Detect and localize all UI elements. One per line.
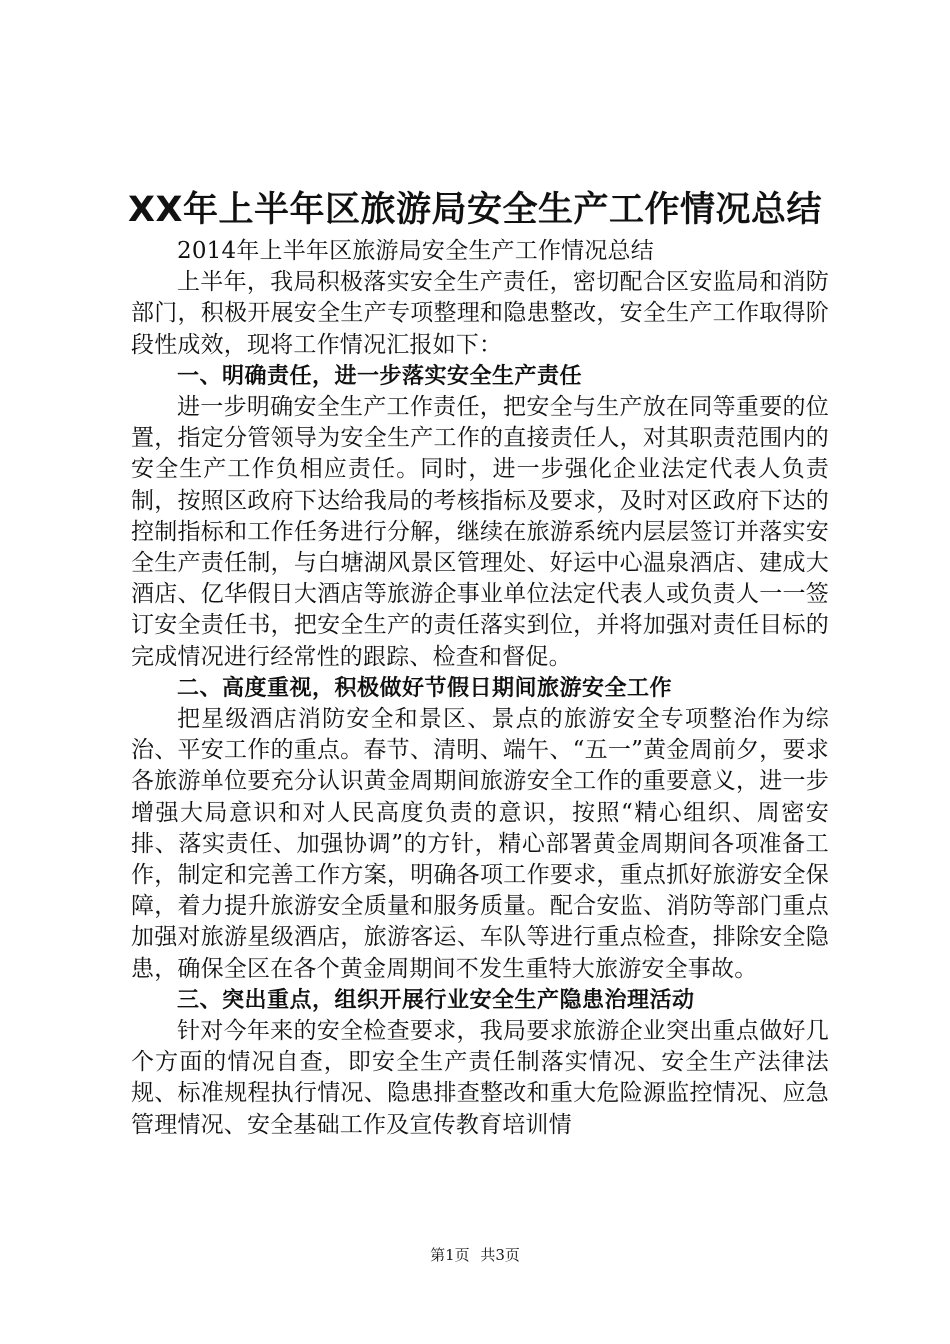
page-number-total: 共3页 (480, 1246, 520, 1264)
document-subtitle: 2014年上半年区旅游局安全生产工作情况总结 (177, 238, 654, 264)
section-heading-3: 三、突出重点，组织开展行业安全生产隐患治理活动 (177, 987, 695, 1013)
page-footer (0, 1245, 950, 1265)
page-number-current: 第1页 (430, 1246, 470, 1264)
section-paragraph-1: 进一步明确安全生产工作责任，把安全与生产放在同等重要的位置，指定分管领导为安全生产工作的直接责任人，对其职责范围内的安全生产工作负相应责任。同时，进一步强化企业法定代表人负责制，按照区政府下达给我局的考核指标及要求，及时对区政府下达的控制指标和工作任务进行分解，继续在旅游系统内层层签订并落实安全生产责任制，与白塘湖风景区管理处、好运中心温泉酒店、建成大酒店、亿华假日大酒店等旅游企事业单位法定代表人或负责人一一签订安全责任书，把安全生产的责任落实到位，并将加强对责任目标的完成情况进行经常性的跟踪、检查和督促。 (131, 394, 829, 670)
document-title: XX年上半年区旅游局安全生产工作情况总结 (128, 190, 822, 230)
section-paragraph-2: 把星级酒店消防安全和景区、景点的旅游安全专项整治作为综治、平安工作的重点。春节、清明、端午、“五一”黄金周前夕，要求各旅游单位要充分认识黄金周期间旅游安全工作的重要意义，进一步增强大局意识和对人民高度负责的意识，按照“精心组织、周密安排、落实责任、加强协调”的方针，精心部署黄金周期间各项准备工作，制定和完善工作方案，明确各项工作要求，重点抓好旅游安全保障，着力提升旅游安全质量和服务质量。配合安监、消防等部门重点加强对旅游星级酒店，旅游客运、车队等进行重点检查，排除安全隐患，确保全区在各个黄金周期间不发生重特大旅游安全事故。 (131, 706, 829, 982)
intro-paragraph: 上半年，我局积极落实安全生产责任，密切配合区安监局和消防部门，积极开展安全生产专项整理和隐患整改，安全生产工作取得阶段性成效，现将工作情况汇报如下： (131, 269, 829, 358)
section-heading-1: 一、明确责任，进一步落实安全生产责任 (177, 363, 583, 389)
document-body (131, 236, 829, 1141)
section-paragraph-3: 针对今年来的安全检查要求，我局要求旅游企业突出重点做好几个方面的情况自查，即安全生产责任制落实情况、安全生产法律法规、标准规程执行情况、隐患排查整改和重大危险源监控情况、应急管理情况、安全基础工作及宣传教育培训情 (131, 1018, 829, 1138)
section-heading-2: 二、高度重视，积极做好节假日期间旅游安全工作 (177, 675, 673, 701)
